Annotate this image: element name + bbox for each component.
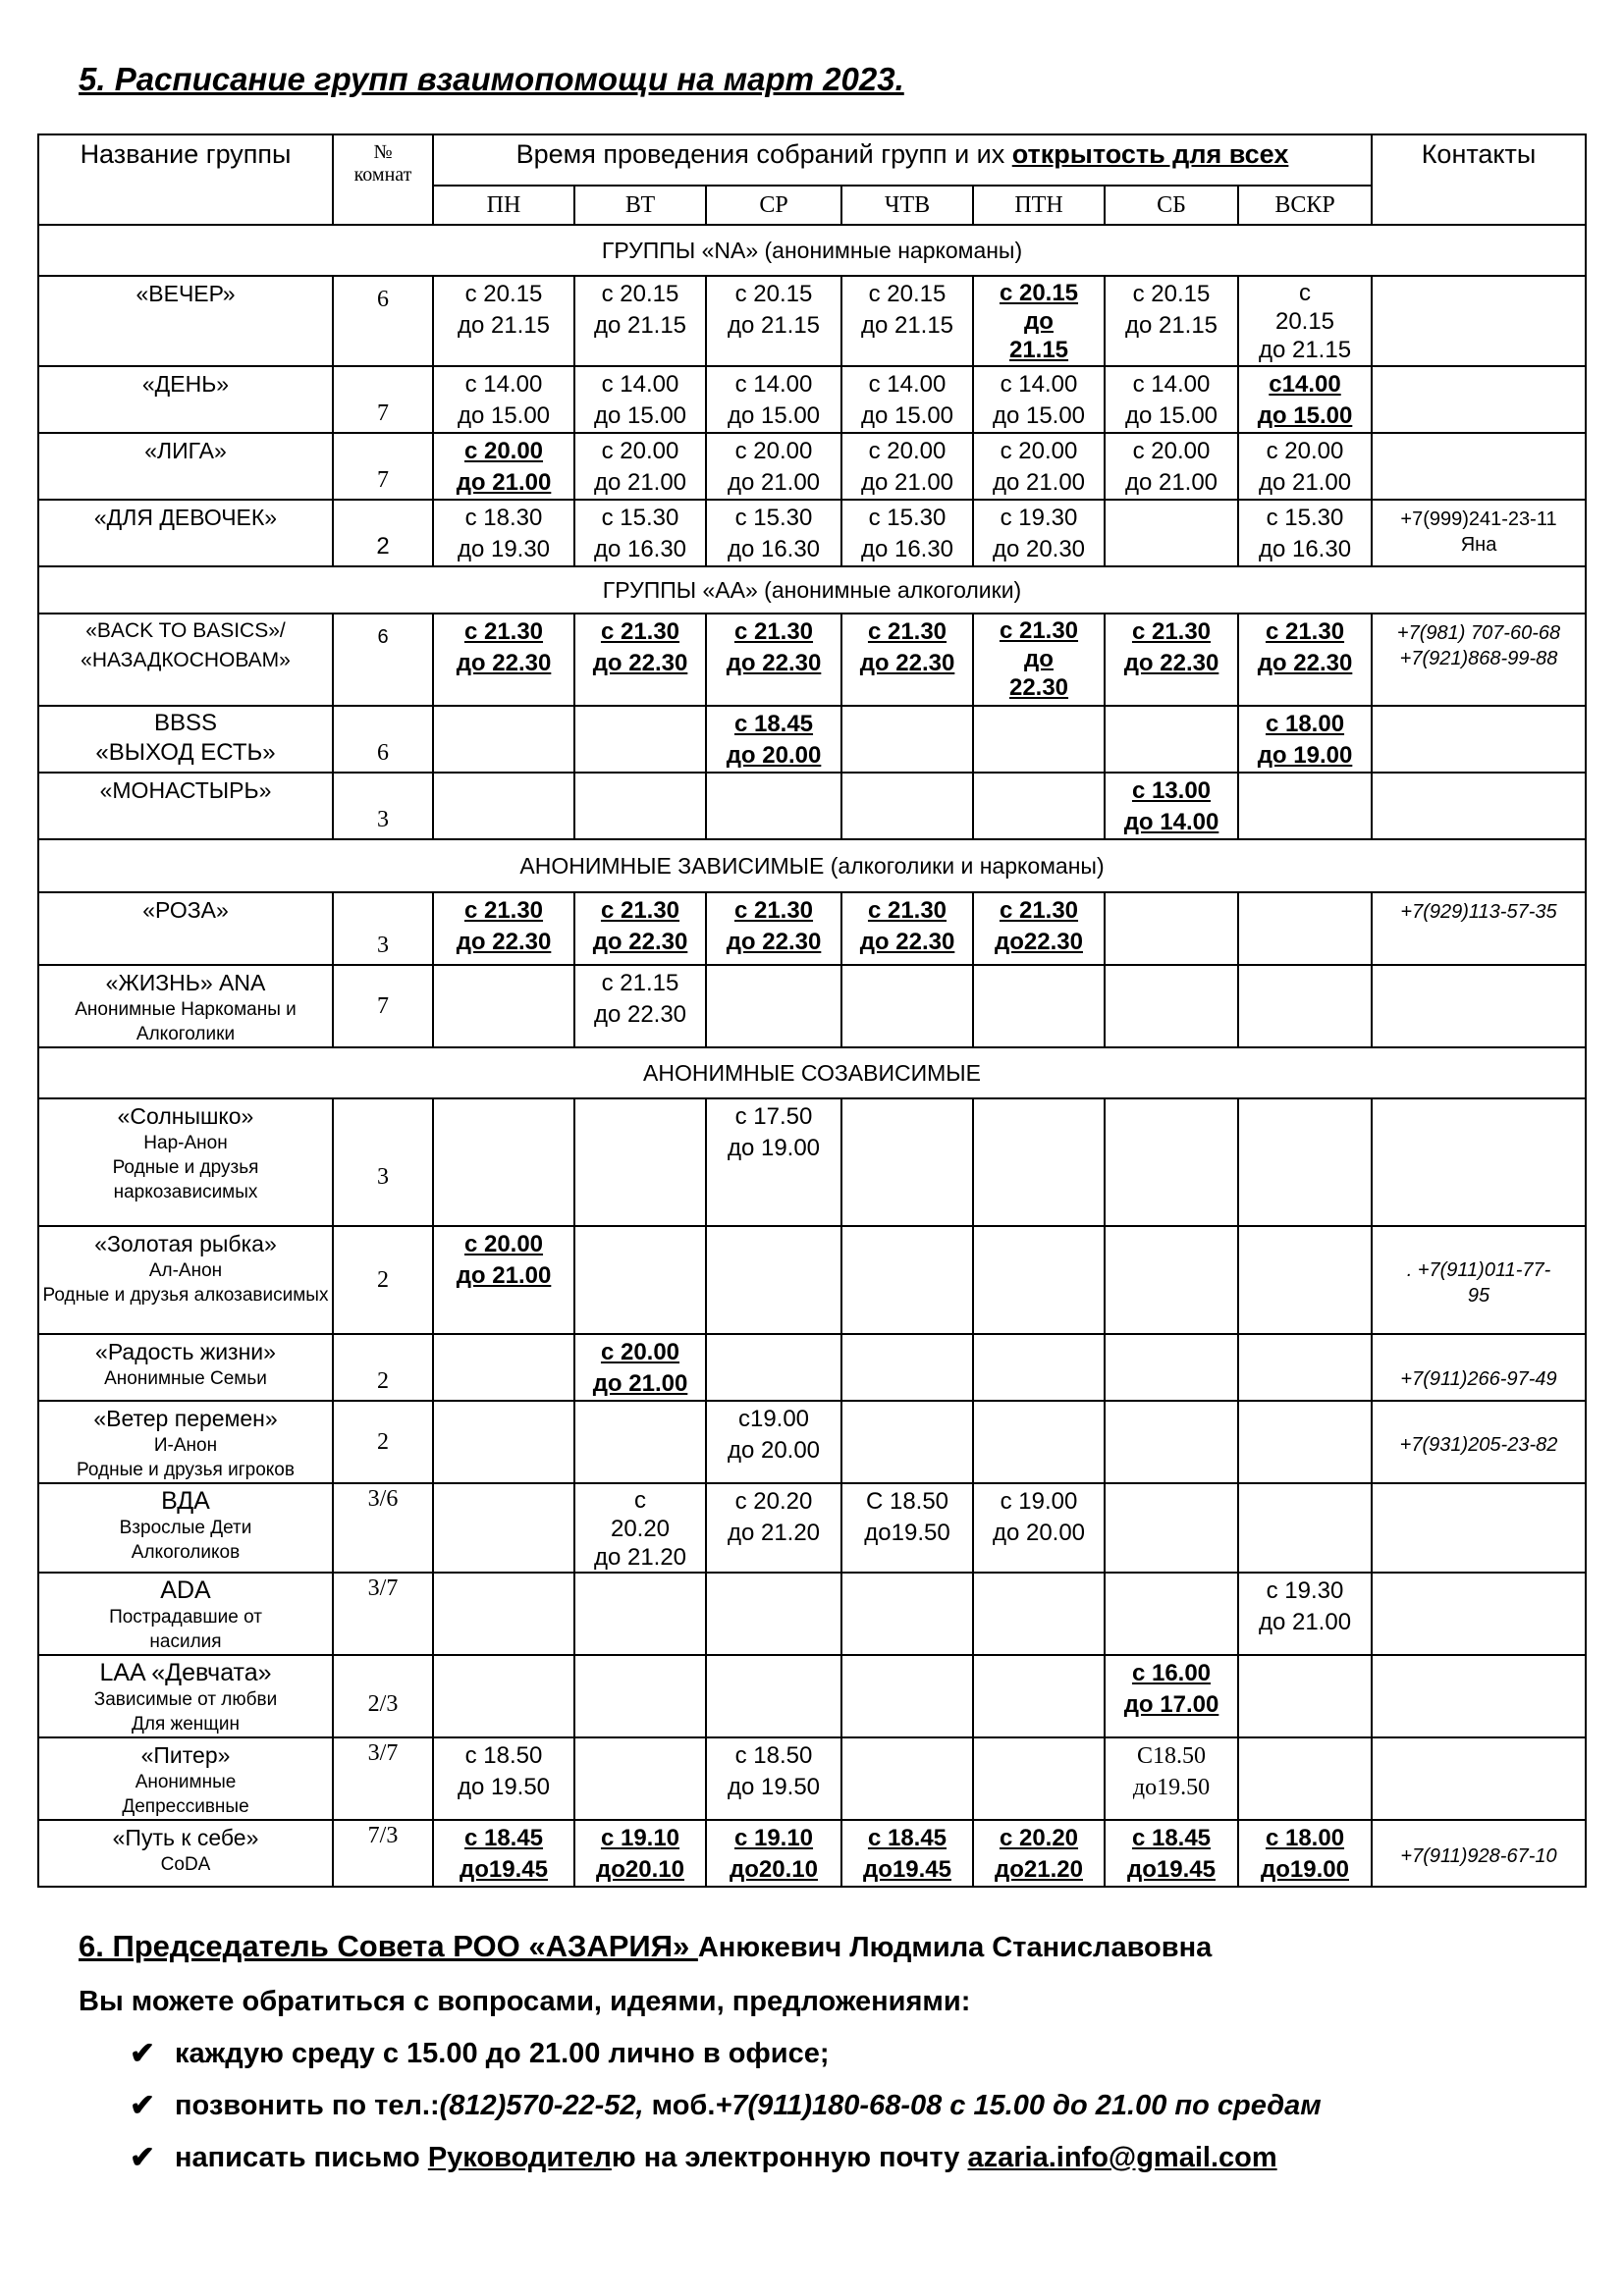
time-cell: с 21.30 до 22.30 <box>574 892 706 965</box>
time-cell: с 14.00 до 15.00 <box>1105 366 1238 433</box>
time-cell <box>841 1655 973 1737</box>
time-cell <box>1105 706 1238 773</box>
header-contacts: Контакты <box>1372 134 1586 225</box>
time-cell: с 15.30 до 16.30 <box>706 500 841 566</box>
header-day: ПТН <box>973 186 1105 225</box>
time-cell <box>574 1098 706 1226</box>
time-cell: с 20.15 до 21.15 <box>433 276 574 366</box>
header-time <box>433 134 1372 186</box>
header-day: ПН <box>433 186 574 225</box>
header-day: ВСКР <box>1238 186 1372 225</box>
table-row <box>38 366 1586 433</box>
time-cell: с 15.30 до 16.30 <box>574 500 706 566</box>
time-cell <box>433 965 574 1047</box>
time-cell: с 20.00 до 21.00 <box>433 433 574 500</box>
time-cell <box>706 965 841 1047</box>
table-row <box>38 773 1586 839</box>
room-number: 3 <box>333 892 433 965</box>
time-cell: с 21.15 до 22.30 <box>574 965 706 1047</box>
table-row <box>38 614 1586 706</box>
time-cell: с 20.15 до 21.15 <box>706 276 841 366</box>
contact-cell <box>1372 706 1586 773</box>
table-row <box>38 1820 1586 1887</box>
list-item: ✔ позвонить по тел.:(812)570-22-52, моб.+7(911)180-68-08 с 15.00 до 21.00 по средам <box>130 2088 1322 2122</box>
contact-cell <box>1372 1573 1586 1655</box>
list-item: ✔ написать письмо Руководителю на электронную почту azaria.info@gmail.com <box>130 2140 1277 2174</box>
email-link[interactable]: azaria.info@gmail.com <box>967 2142 1277 2173</box>
room-number: 6 <box>333 276 433 366</box>
room-number: 7 <box>333 366 433 433</box>
time-cell: с 20.00 до 21.00 <box>706 433 841 500</box>
group-name: «МОНАСТЫРЬ» <box>38 773 333 839</box>
time-cell: с 20.15 до 21.15 <box>1238 276 1372 366</box>
time-cell <box>973 1334 1105 1401</box>
table-row <box>38 1483 1586 1573</box>
contact-cell <box>1372 965 1586 1047</box>
group-name: «Золотая рыбка» Ал-Анон Родные и друзья алкозависимых <box>38 1226 333 1334</box>
time-cell: с 17.50 до 19.00 <box>706 1098 841 1226</box>
time-cell <box>1105 1334 1238 1401</box>
contact-cell <box>1372 1737 1586 1820</box>
time-cell: с 18.00 до 19.00 <box>1238 706 1372 773</box>
time-cell: С18.50 до19.50 <box>1105 1737 1238 1820</box>
time-cell <box>574 1226 706 1334</box>
contact-cell <box>1372 276 1586 366</box>
time-cell: с 20.00 до 21.00 <box>1105 433 1238 500</box>
time-cell <box>841 706 973 773</box>
time-cell: с 19.00 до 20.00 <box>973 1483 1105 1573</box>
time-cell: с 14.00 до 15.00 <box>433 366 574 433</box>
time-cell: с 21.30 до 22.30 <box>574 614 706 706</box>
header-time-text: Время проведения собраний групп и их <box>515 139 1012 169</box>
time-cell <box>1238 1737 1372 1820</box>
contact-cell: +7(931)205-23-82 <box>1372 1401 1586 1483</box>
time-cell <box>574 773 706 839</box>
chairman-line <box>79 1929 1581 1964</box>
time-cell <box>1105 965 1238 1047</box>
time-cell <box>1105 1401 1238 1483</box>
header-day: ВТ <box>574 186 706 225</box>
table-row <box>38 1334 1586 1401</box>
header-room-symbol: № <box>373 141 393 163</box>
room-number: 3/6 <box>333 1483 433 1573</box>
room-number: 6 <box>333 706 433 773</box>
time-cell <box>433 1483 574 1573</box>
room-number: 2 <box>333 1401 433 1483</box>
page-title: 5. Расписание групп взаимопомощи на март 2023. <box>79 61 904 97</box>
room-number: 2 <box>333 1226 433 1334</box>
time-cell: с 20.15 до 21.15 <box>574 276 706 366</box>
time-cell: с 21.30 до 22.30 <box>841 614 973 706</box>
time-cell: с 18.45 до19.45 <box>841 1820 973 1887</box>
header-group-name: Название группы <box>38 134 333 225</box>
time-cell <box>1238 1483 1372 1573</box>
schedule-table <box>37 133 1587 1888</box>
table-row <box>38 1737 1586 1820</box>
group-name: «ДЛЯ ДЕВОЧЕК» <box>38 500 333 566</box>
time-cell <box>973 1573 1105 1655</box>
contact-cell <box>1372 1098 1586 1226</box>
time-cell: с 21.30 до 22.30 <box>973 614 1105 706</box>
time-cell: с 14.00 до 15.00 <box>973 366 1105 433</box>
time-cell <box>706 1334 841 1401</box>
time-cell <box>433 1655 574 1737</box>
time-cell <box>1238 773 1372 839</box>
contact-cell: +7(911)266-97-49 <box>1372 1334 1586 1401</box>
time-cell: с 18.45 до 20.00 <box>706 706 841 773</box>
time-cell: с 18.50 до 19.50 <box>706 1737 841 1820</box>
time-cell <box>1238 1401 1372 1483</box>
list-item: ✔ каждую среду с 15.00 до 21.00 лично в офисе; <box>130 2036 830 2070</box>
footer <box>79 1929 1581 2194</box>
group-name: «ДЕНЬ» <box>38 366 333 433</box>
time-cell: с 20.15 до 21.15 <box>973 276 1105 366</box>
table-row <box>38 276 1586 366</box>
time-cell: с 20.20 до21.20 <box>973 1820 1105 1887</box>
time-cell <box>433 706 574 773</box>
group-name: «BACK TO BASICS»/ «НАЗАДКОСНОВАМ» <box>38 614 333 706</box>
time-cell: с 20.00 до 21.00 <box>973 433 1105 500</box>
time-cell <box>1238 1334 1372 1401</box>
room-number: 2/3 <box>333 1655 433 1737</box>
group-name: «Питер» Анонимные Депрессивные <box>38 1737 333 1820</box>
group-name: «ЛИГА» <box>38 433 333 500</box>
room-number: 2 <box>333 500 433 566</box>
time-cell <box>706 1573 841 1655</box>
header-day: ЧТВ <box>841 186 973 225</box>
section-na: ГРУППЫ «NA» (анонимные наркоманы) <box>38 225 1586 276</box>
time-cell <box>841 1098 973 1226</box>
group-name: ADA Пострадавшие от насилия <box>38 1573 333 1655</box>
time-cell <box>706 1655 841 1737</box>
table-row <box>38 433 1586 500</box>
time-cell <box>841 1401 973 1483</box>
time-cell: с 18.00 до19.00 <box>1238 1820 1372 1887</box>
time-cell <box>973 1098 1105 1226</box>
time-cell: с 21.30 до 22.30 <box>706 892 841 965</box>
time-cell: с 21.30 до 22.30 <box>433 614 574 706</box>
time-cell: с 21.30 до 22.30 <box>706 614 841 706</box>
table-row <box>38 1401 1586 1483</box>
time-cell: с 13.00 до 14.00 <box>1105 773 1238 839</box>
time-cell: с 14.00 до 15.00 <box>574 366 706 433</box>
time-cell <box>973 1737 1105 1820</box>
time-cell: с 18.45 до19.45 <box>1105 1820 1238 1887</box>
group-name: «Радость жизни» Анонимные Семьи <box>38 1334 333 1401</box>
time-cell: с 18.45 до19.45 <box>433 1820 574 1887</box>
table-row <box>38 500 1586 566</box>
table-row <box>38 1226 1586 1334</box>
check-icon: ✔ <box>130 2088 155 2122</box>
time-cell: с 21.30 до 22.30 <box>1238 614 1372 706</box>
time-cell: с 19.30 до 21.00 <box>1238 1573 1372 1655</box>
time-cell: с 20.20 до 21.20 <box>706 1483 841 1573</box>
contact-cell: +7(981) 707-60-68 +7(921)868-99-88 <box>1372 614 1586 706</box>
group-name: «ЖИЗНЬ» ANA Анонимные Наркоманы и Алкоголики <box>38 965 333 1047</box>
table-row <box>38 965 1586 1047</box>
header-day: СБ <box>1105 186 1238 225</box>
time-cell <box>574 706 706 773</box>
table-row <box>38 1098 1586 1226</box>
time-cell <box>973 1226 1105 1334</box>
time-cell <box>1238 1098 1372 1226</box>
time-cell: С 18.50 до19.50 <box>841 1483 973 1573</box>
time-cell <box>841 965 973 1047</box>
room-number: 6 <box>333 614 433 706</box>
chairman-title: 6. Председатель Совета РОО «АЗАРИЯ» <box>79 1929 698 1963</box>
table-row <box>38 706 1586 773</box>
room-number: 7 <box>333 433 433 500</box>
time-cell: с 20.00 до 21.00 <box>574 1334 706 1401</box>
table-row <box>38 1573 1586 1655</box>
time-cell <box>433 1334 574 1401</box>
room-number: 7/3 <box>333 1820 433 1887</box>
contact-cell: . +7(911)011-77- 95 <box>1372 1226 1586 1334</box>
time-cell <box>841 1737 973 1820</box>
room-number: 7 <box>333 965 433 1047</box>
contact-cell: +7(911)928-67-10 <box>1372 1820 1586 1887</box>
chairman-name: Анюкевич Людмила Станиславовна <box>697 1932 1213 1963</box>
time-cell: с19.00 до 20.00 <box>706 1401 841 1483</box>
time-cell <box>1105 1573 1238 1655</box>
group-name: «РОЗА» <box>38 892 333 965</box>
time-cell <box>1238 1655 1372 1737</box>
room-number: 3 <box>333 1098 433 1226</box>
time-cell <box>1105 1098 1238 1226</box>
time-cell <box>1105 892 1238 965</box>
check-icon: ✔ <box>130 2036 155 2070</box>
group-name: «Ветер перемен» И-Анон Родные и друзья игроков <box>38 1401 333 1483</box>
time-cell <box>973 773 1105 839</box>
time-cell <box>433 1098 574 1226</box>
time-cell: с 18.30 до 19.30 <box>433 500 574 566</box>
time-cell <box>706 773 841 839</box>
contact-cell: +7(929)113-57-35 <box>1372 892 1586 965</box>
time-cell <box>841 773 973 839</box>
contact-cell <box>1372 1483 1586 1573</box>
section-coda: АНОНИМНЫЕ СОЗАВИСИМЫЕ <box>38 1047 1586 1098</box>
time-cell <box>841 1334 973 1401</box>
room-number: 2 <box>333 1334 433 1401</box>
time-cell: с 16.00 до 17.00 <box>1105 1655 1238 1737</box>
room-number: 3 <box>333 773 433 839</box>
time-cell <box>574 1401 706 1483</box>
time-cell: с 20.00 до 21.00 <box>574 433 706 500</box>
time-cell: с 18.50 до 19.50 <box>433 1737 574 1820</box>
header-time-emphasis: открытость для всех <box>1011 139 1289 169</box>
time-cell <box>574 1573 706 1655</box>
contact-cell <box>1372 773 1586 839</box>
time-cell <box>1238 892 1372 965</box>
time-cell: с 19.10 до20.10 <box>574 1820 706 1887</box>
time-cell <box>973 1655 1105 1737</box>
time-cell: с 20.15 до 21.15 <box>1105 276 1238 366</box>
time-cell <box>841 1573 973 1655</box>
time-cell: с 20.00 до 21.00 <box>841 433 973 500</box>
time-cell: с 15.30 до 16.30 <box>841 500 973 566</box>
time-cell <box>1238 1226 1372 1334</box>
table-row <box>38 892 1586 965</box>
group-name: «Путь к себе» CoDA <box>38 1820 333 1887</box>
time-cell <box>574 1737 706 1820</box>
group-name: «Солнышко» Нар-Анон Родные и друзья наркозависимых <box>38 1098 333 1226</box>
time-cell <box>973 1401 1105 1483</box>
group-name: BBSS «ВЫХОД ЕСТЬ» <box>38 706 333 773</box>
time-cell: с 14.00 до 15.00 <box>841 366 973 433</box>
time-cell: с 19.10 до20.10 <box>706 1820 841 1887</box>
time-cell: с 20.15 до 21.15 <box>841 276 973 366</box>
time-cell <box>706 1226 841 1334</box>
time-cell <box>841 1226 973 1334</box>
time-cell <box>433 1401 574 1483</box>
contact-cell <box>1372 433 1586 500</box>
contact-cell <box>1372 1655 1586 1737</box>
group-name: «ВЕЧЕР» <box>38 276 333 366</box>
table-row <box>38 1655 1586 1737</box>
contact-cell <box>1372 366 1586 433</box>
time-cell <box>1105 1483 1238 1573</box>
contact-cell: +7(999)241-23-11 Яна <box>1372 500 1586 566</box>
time-cell <box>1238 965 1372 1047</box>
time-cell: с 21.30 до22.30 <box>973 892 1105 965</box>
room-number: 3/7 <box>333 1573 433 1655</box>
time-cell <box>433 1573 574 1655</box>
check-icon: ✔ <box>130 2140 155 2174</box>
time-cell: с 20.00 до 21.00 <box>433 1226 574 1334</box>
header-room-word: комнат <box>353 164 412 186</box>
header-day: СР <box>706 186 841 225</box>
time-cell: с 20.20 до 21.20 <box>574 1483 706 1573</box>
time-cell: с14.00 до 15.00 <box>1238 366 1372 433</box>
time-cell: с 21.30 до 22.30 <box>841 892 973 965</box>
time-cell <box>973 706 1105 773</box>
group-name: ВДА Взрослые Дети Алкоголиков <box>38 1483 333 1573</box>
time-cell <box>1105 500 1238 566</box>
time-cell <box>1105 1226 1238 1334</box>
time-cell: с 14.00 до 15.00 <box>706 366 841 433</box>
time-cell: с 21.30 до 22.30 <box>433 892 574 965</box>
contact-intro: Вы можете обратиться с вопросами, идеями, предложениями: <box>79 1986 971 2017</box>
room-number: 3/7 <box>333 1737 433 1820</box>
time-cell <box>433 773 574 839</box>
section-anon: АНОНИМНЫЕ ЗАВИСИМЫЕ (алкоголики и наркоманы) <box>38 839 1586 892</box>
time-cell: с 19.30 до 20.30 <box>973 500 1105 566</box>
time-cell <box>574 1655 706 1737</box>
group-name: LAA «Девчата» Зависимые от любви Для женщин <box>38 1655 333 1737</box>
header-rooms <box>333 134 433 225</box>
time-cell: с 15.30 до 16.30 <box>1238 500 1372 566</box>
time-cell <box>973 965 1105 1047</box>
time-cell: с 20.00 до 21.00 <box>1238 433 1372 500</box>
time-cell: с 21.30 до 22.30 <box>1105 614 1238 706</box>
section-aa: ГРУППЫ «АА» (анонимные алкоголики) <box>38 566 1586 614</box>
